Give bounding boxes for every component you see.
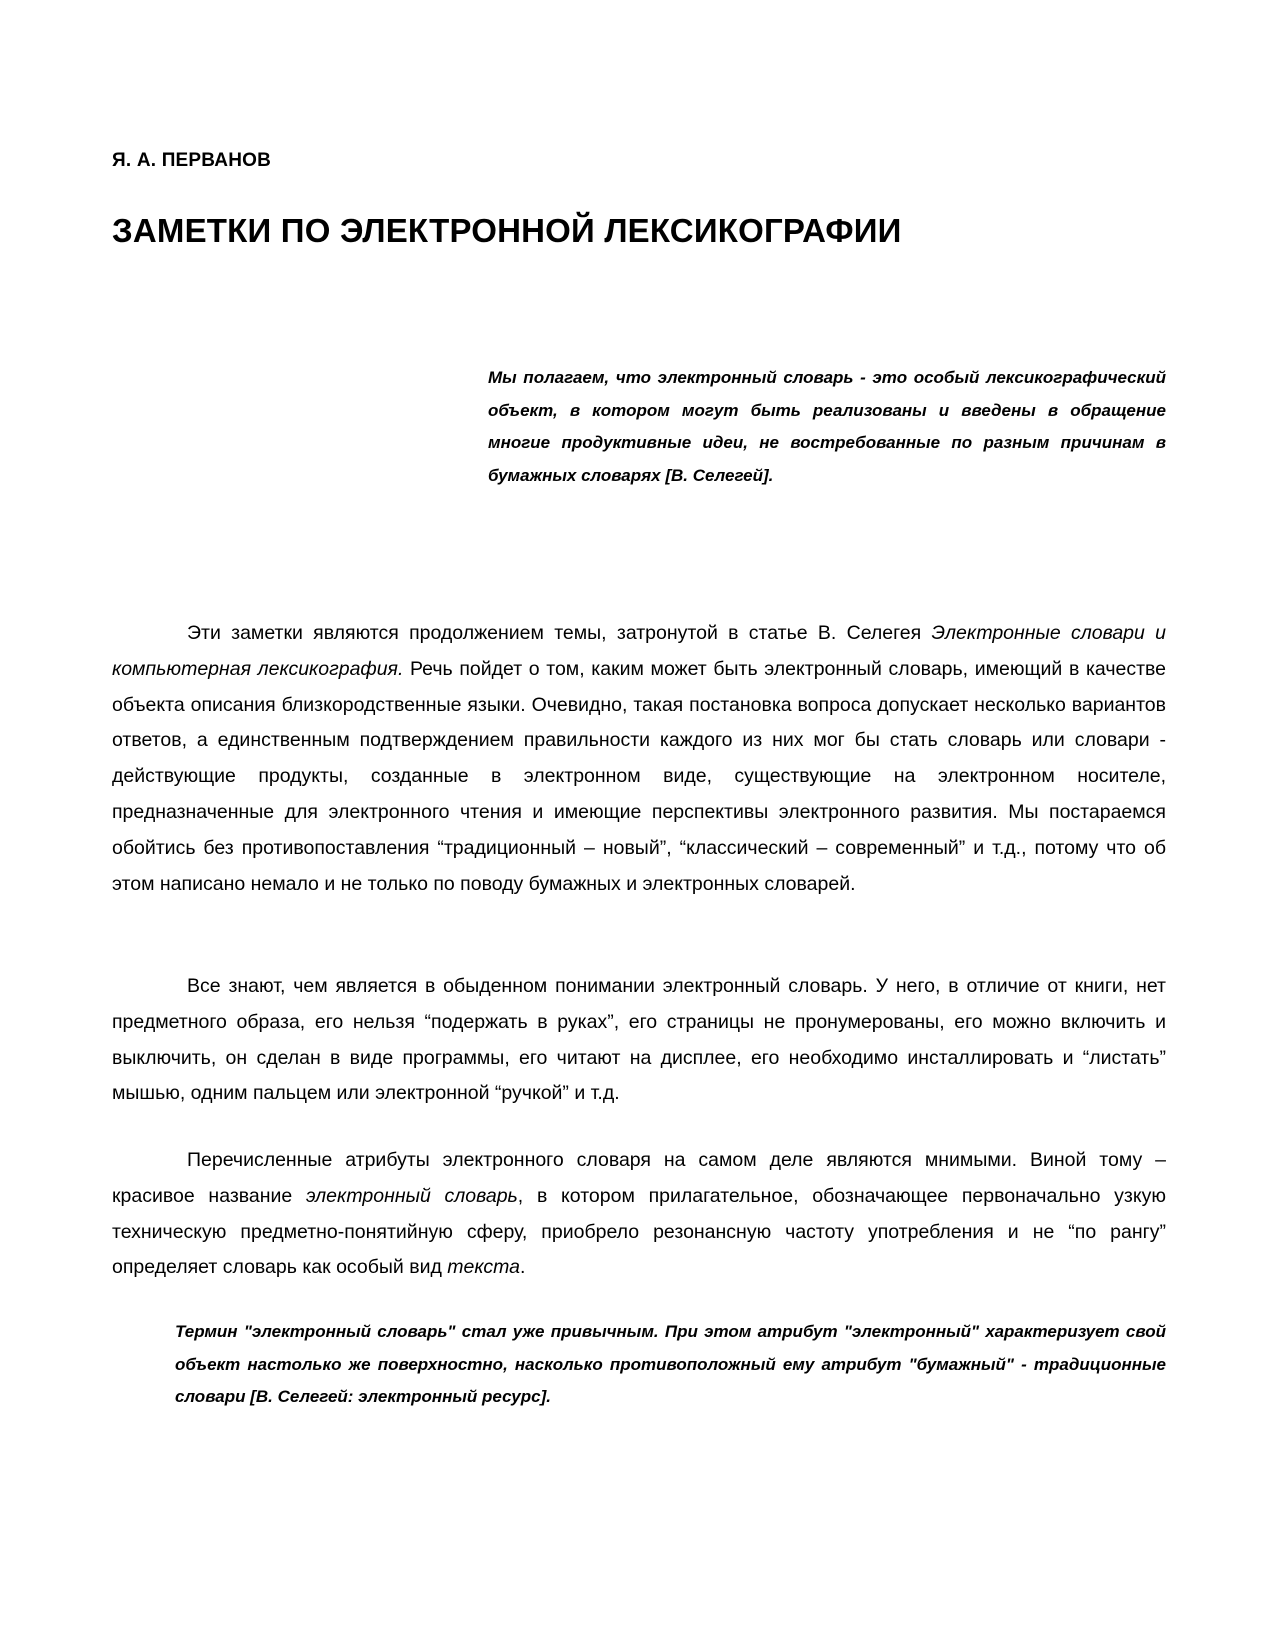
paragraph-2-text: Все знают, чем является в обыденном понимании электронный словарь. У него, в отличие от книги, нет предметного образа, его нельзя “подержать в руках”, его страницы не пронумерованы, его можно включить и выключить, он сделан в виде программы, его читают на дисплее, его необходимо инсталлировать и “листать” мышью, одним пальцем или электронной “ручкой” и т.д. <box>112 975 1166 1105</box>
author-name: Я. А. ПЕРВАНОВ <box>112 150 272 171</box>
paragraph-3-text-b: , в котором прилагательное, обозначающее первоначально узкую техническую предметно-понятийную сферу, приобрело резонансную частоту употребления и не “по рангу” определяет словарь как особый вид <box>112 1184 1166 1279</box>
paragraph-3 <box>112 1143 1166 1286</box>
paragraph-3-italic-a: электронный словарь <box>305 1184 518 1207</box>
block-quote: Термин "электронный словарь" стал уже привычным. При этом атрибут "электронный" характеризует свой объект настолько же поверхностно, насколько противоположный ему атрибут "бумажный" - традиционные словари [В. Селегей: электронный ресурс]. <box>175 1322 1166 1406</box>
paragraph-1-text-a: Эти заметки являются продолжением темы, затронутой в статье В. Селегея <box>187 622 932 644</box>
paragraph-1 <box>112 616 1166 902</box>
article-title: ЗАМЕТКИ ПО ЭЛЕКТРОННОЙ ЛЕКСИКОГРАФИИ <box>112 212 902 249</box>
paragraph-2 <box>112 969 1166 1112</box>
paragraph-1-text-b: Речь пойдет о том, каким может быть электронный словарь, имеющий в качестве объекта описания близкородственные языки. Очевидно, такая постановка вопроса допускает несколько вариантов ответов, а единственным подтверждением правильности каждого из них мог бы стать словарь или словари - действующие продукты, созданные в электронном виде, существующие на электронном носителе, предназначенные для электронного чтения и имеющие перспективы электронного развития. Мы постараемся обойтись без противопоставления “традиционный – новый”, “классический – современный” и т.д., потому что об этом написано немало и не только по поводу бумажных и электронных словарей. <box>112 657 1166 895</box>
paragraph-3-text-c: . <box>519 1256 526 1279</box>
paragraph-3-text-a: Перечисленные атрибуты электронного словаря на самом деле являются мнимыми. Виной тому – красивое название <box>112 1149 1166 1207</box>
paragraph-1-italic-title: Электронные словари и компьютерная лексикография. <box>112 622 1166 680</box>
paragraph-3-italic-b: текста <box>447 1256 520 1279</box>
epigraph: Мы полагаем, что электронный словарь - это особый лексикографический объект, в котором могут быть реализованы и введены в обращение многие продуктивные идеи, не востребованные по разным причинам в бумажных словарях [В. Селегей]. <box>488 368 1166 485</box>
